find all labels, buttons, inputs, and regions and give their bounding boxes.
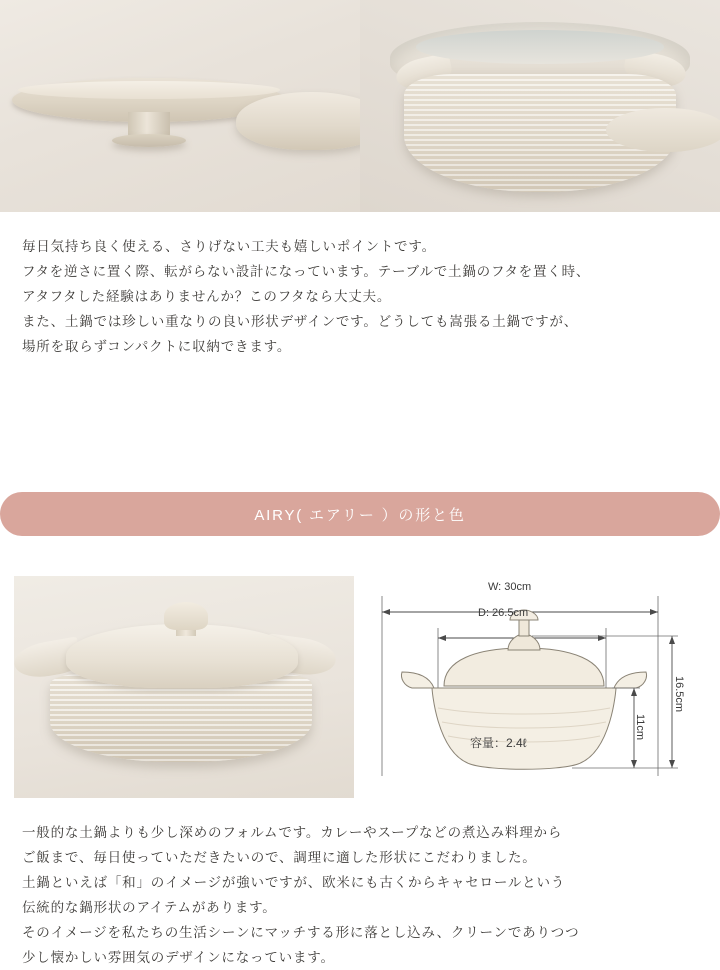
section-banner [0, 492, 720, 536]
paragraph-1-line: 毎日気持ち良く使える、さりげない工夫も嬉しいポイントです。 [22, 239, 436, 254]
paragraph-2-line: 少し懐かしい雰囲気のデザインになっています。 [22, 950, 335, 965]
paragraph-2-line: そのイメージを私たちの生活シーンにマッチする形に落とし込み、クリーンでありつつ [22, 925, 580, 940]
paragraph-1-line: フタを逆さに置く際、転がらない設計になっています。テーブルで土鍋のフタを置く時、 [22, 264, 591, 279]
paragraph-2-line: ご飯まで、毎日使っていただきたいので、調理に適した形状にこだわりました。 [22, 850, 537, 865]
paragraph-2-line: 土鍋といえば「和」のイメージが強いですが、欧米にも古くからキャセロールという [22, 875, 566, 890]
total-height-label: 16.5cm [673, 676, 685, 713]
side-lid-shape [606, 108, 720, 152]
paragraph-2-line: 伝統的な鍋形状のアイテムがあります。 [22, 900, 277, 915]
width-dimension-label: W: 30cm [488, 581, 532, 593]
pot-interior-shape [416, 30, 664, 64]
photo-stacked-pots [360, 0, 720, 212]
capacity-label: 容量：2.4ℓ [470, 736, 527, 750]
body-height-label: 11cm [634, 714, 646, 741]
paragraph-1-line: アタフタした経験はありませんか？このフタなら大丈夫。 [22, 289, 392, 304]
paragraph-1-line: 場所を取らずコンパクトに収納できます。 [22, 339, 292, 354]
product-photo [14, 576, 354, 798]
top-photo-strip [0, 0, 720, 212]
description-paragraph-1 [22, 234, 698, 359]
paragraph-1-line: また、土鍋では珍しい重なりの良い形状デザインです。どうしても嵩張る土鍋ですが、 [22, 314, 579, 329]
depth-dimension-label: D: 26.5cm [478, 607, 529, 619]
paragraph-2-line: 一般的な土鍋よりも少し深めのフォルムです。カレーやスープなどの煮込み料理から [22, 825, 563, 840]
dimension-diagram [372, 576, 706, 798]
product-knob [164, 602, 208, 630]
description-paragraph-2 [22, 820, 698, 970]
section-banner-title: AIRY( エアリー ）の形と色 [254, 506, 466, 524]
plate-base-shape [112, 134, 186, 147]
photo-footed-plate [0, 0, 360, 212]
lid-shape [236, 92, 360, 150]
